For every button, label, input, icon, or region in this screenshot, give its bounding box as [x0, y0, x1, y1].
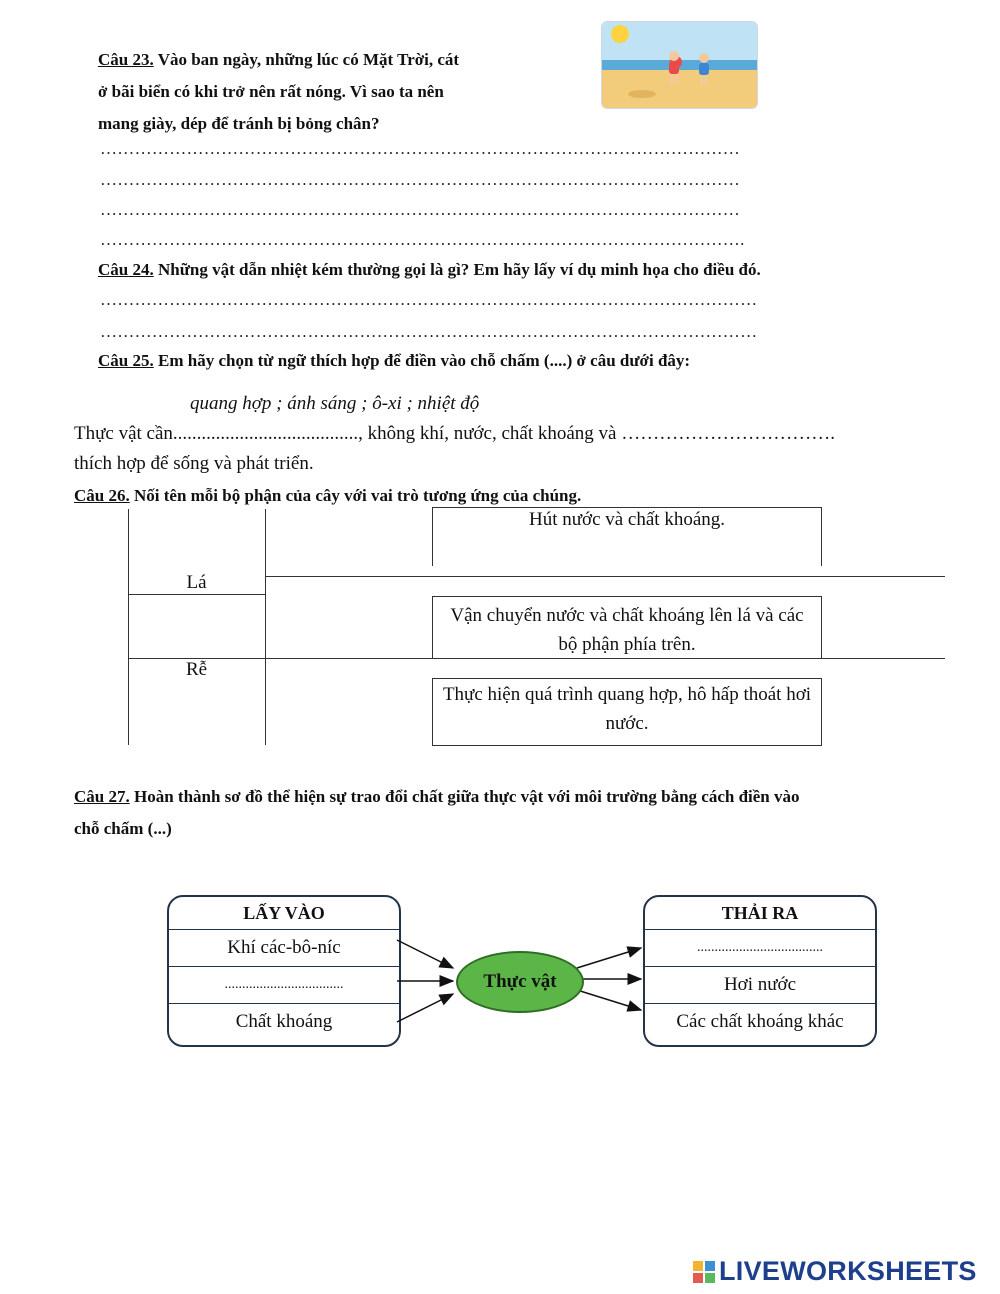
q24-answer-line-1[interactable]: …………………………………………………………………………………………………… [100, 290, 758, 309]
q25-sentence-a: Thực vật cần [74, 423, 173, 444]
q23-line3: mang giày, dép để tránh bị bỏng chân? [98, 114, 380, 133]
q27-line1: Hoàn thành sơ đồ thể hiện sự trao đổi chất giữa thực vật với môi trường bằng cách điền vào [133, 787, 800, 806]
q23-answer-line-1[interactable]: ………………………………………………………………………………………………… [100, 139, 741, 158]
q24-text [98, 254, 958, 286]
output-item-2: Hơi nước [645, 967, 875, 1004]
q25-sentence-b: , không khí, nước, chất khoáng và [358, 423, 617, 444]
q23-line2: ở bãi biển có khi trở nên rất nóng. Vì sao ta nên [98, 82, 444, 101]
q25-text [98, 345, 958, 377]
table-border-middle [265, 509, 266, 745]
q26-label: Câu 26. [74, 486, 130, 505]
role-text-2: Vận chuyển nước và chất khoáng lên lá và các bộ phận phía trên. [450, 605, 804, 655]
q25-word-bank: quang hợp ; ánh sáng ; ô-xi ; nhiệt độ [190, 393, 480, 414]
table-divider-1 [265, 576, 945, 577]
q25-sentence-c: thích hợp để sống và phát triển. [74, 453, 314, 474]
q25-blank-1[interactable]: ....................................... [172, 423, 359, 444]
q23-answer-line-2[interactable]: ………………………………………………………………………………………………… [100, 170, 741, 189]
q23-line1: Vào ban ngày, những lúc có Mặt Trời, cát [157, 50, 460, 69]
brand-text: LIVEWORKSHEETS [719, 1256, 977, 1286]
output-title: THẢI RA [645, 897, 875, 930]
output-item-3: Các chất khoáng khác [676, 1011, 844, 1032]
output-blank[interactable]: .................................... [645, 930, 875, 967]
role-box-2[interactable] [432, 596, 822, 658]
part-root[interactable]: Rễ [185, 659, 208, 680]
arrow-out-1 [577, 948, 641, 968]
liveworksheets-logo [692, 1256, 977, 1287]
intake-item-1: Khí các-bô-níc [169, 930, 399, 967]
q23-label: Câu 23. [98, 50, 154, 69]
q26-question: Nối tên mỗi bộ phận của cây với vai trò tương ứng của chúng. [133, 486, 582, 505]
q23-answer-line-3[interactable]: ………………………………………………………………………………………………… [100, 200, 741, 219]
q27-line2: chỗ chấm (...) [74, 819, 172, 838]
logo-icon [692, 1260, 716, 1284]
q25-sentence [74, 423, 835, 445]
arrow-in-1 [397, 940, 453, 968]
arrow-in-3 [397, 994, 453, 1022]
intake-box [167, 895, 401, 1047]
q27-label: Câu 27. [74, 787, 130, 806]
q23-text [98, 44, 528, 140]
intake-item-3: Chất khoáng [235, 1011, 333, 1032]
intake-blank[interactable]: .................................. [169, 967, 399, 1004]
output-box [643, 895, 877, 1047]
role-text-3: Thực hiện quá trình quang hợp, hô hấp thoát hơi nước. [442, 684, 812, 734]
q25-question: Em hãy chọn từ ngữ thích hợp để điền vào chỗ chấm (....) ở câu dưới đây: [157, 351, 691, 370]
q23-answer-line-4[interactable]: …………………………………………………………………………………………………. [100, 230, 745, 249]
q27-text [74, 781, 954, 845]
q24-answer-line-2[interactable]: …………………………………………………………………………………………………… [100, 322, 758, 341]
part-leaf[interactable]: Lá [186, 572, 207, 593]
q25-blank-2[interactable]: ……………………………. [621, 423, 835, 444]
role-text-1: Hút nước và chất khoáng. [528, 509, 726, 530]
role-box-1[interactable] [432, 507, 822, 566]
plant-oval: Thực vật [456, 951, 584, 1013]
q24-question: Những vật dẫn nhiệt kém thường gọi là gì? Em hãy lấy ví dụ minh họa cho điều đó. [157, 260, 761, 279]
q24-label: Câu 24. [98, 260, 154, 279]
role-box-3[interactable] [432, 678, 822, 746]
beach-children-picture [601, 21, 758, 109]
arrow-out-3 [577, 990, 641, 1010]
table-divider-parts [128, 594, 265, 595]
q25-label: Câu 25. [98, 351, 154, 370]
table-border-left [128, 509, 129, 745]
intake-title: LẤY VÀO [169, 897, 399, 930]
